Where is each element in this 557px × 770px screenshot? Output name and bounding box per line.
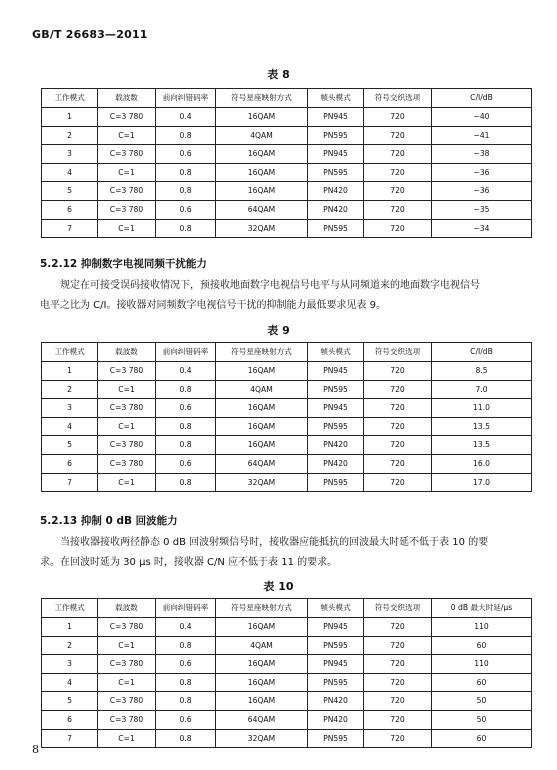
table-cell: 16QAM <box>216 362 308 381</box>
table-row <box>42 729 532 748</box>
table-cell: C=3 780 <box>98 145 156 164</box>
table-row <box>42 618 532 637</box>
table-cell: 7 <box>42 473 98 492</box>
table-row <box>42 673 532 692</box>
table-cell: PN595 <box>308 673 364 692</box>
table-cell: PN595 <box>308 473 364 492</box>
table-cell: 720 <box>364 380 432 399</box>
table-cell: C=3 780 <box>98 182 156 201</box>
table-cell: −34 <box>432 219 532 238</box>
table-cell: 0.6 <box>156 655 216 674</box>
table-cell: 720 <box>364 636 432 655</box>
section-5-2-13-title: 5.2.13 抑制 0 dB 回波能力 <box>40 515 178 527</box>
table-row <box>42 436 532 455</box>
table-cell: PN595 <box>308 417 364 436</box>
column-header: 符号交织选项 <box>364 343 432 362</box>
table-cell: 0.8 <box>156 163 216 182</box>
table-cell: C=3 780 <box>98 655 156 674</box>
table-cell: 16QAM <box>216 436 308 455</box>
table-cell: C=1 <box>98 219 156 238</box>
table-row <box>42 692 532 711</box>
table-cell: 7 <box>42 219 98 238</box>
table-cell: 4QAM <box>216 636 308 655</box>
column-header: 载波数 <box>98 343 156 362</box>
table-cell: 720 <box>364 163 432 182</box>
table-cell: PN595 <box>308 729 364 748</box>
table-cell: PN945 <box>308 145 364 164</box>
table-row <box>42 219 532 238</box>
table-cell: −35 <box>432 200 532 219</box>
table-cell: 720 <box>364 362 432 381</box>
table-cell: 720 <box>364 126 432 145</box>
table-cell: 720 <box>364 655 432 674</box>
table-cell: 0.8 <box>156 182 216 201</box>
table-header-row <box>42 599 532 618</box>
table-10 <box>41 598 532 748</box>
table-cell: 0.8 <box>156 692 216 711</box>
table-10-caption: 表 10 <box>263 580 294 593</box>
table-cell: PN595 <box>308 126 364 145</box>
table-cell: 720 <box>364 454 432 473</box>
table-cell: 11.0 <box>432 399 532 418</box>
table-row <box>42 473 532 492</box>
table-cell: 720 <box>364 399 432 418</box>
table-cell: 5 <box>42 182 98 201</box>
table-cell: −36 <box>432 182 532 201</box>
table-row <box>42 417 532 436</box>
table-cell: C=1 <box>98 380 156 399</box>
table-cell: 1 <box>42 618 98 637</box>
table-row <box>42 163 532 182</box>
column-header: C/I/dB <box>432 89 532 108</box>
table-cell: 4 <box>42 673 98 692</box>
section-5-2-12-text <box>40 276 525 316</box>
column-header: 工作模式 <box>42 89 98 108</box>
table-header-row <box>42 343 532 362</box>
table-cell: 3 <box>42 399 98 418</box>
table-cell: 16QAM <box>216 145 308 164</box>
table-cell: 6 <box>42 454 98 473</box>
table-cell: 720 <box>364 710 432 729</box>
table-cell: C=3 780 <box>98 618 156 637</box>
table-cell: 50 <box>432 692 532 711</box>
column-header: 0 dB 最大时延/μs <box>432 599 532 618</box>
table-cell: 720 <box>364 200 432 219</box>
table-cell: 0.4 <box>156 108 216 127</box>
table-9 <box>41 342 532 492</box>
table-cell: 0.4 <box>156 362 216 381</box>
table-cell: PN595 <box>308 636 364 655</box>
table-cell: 13.5 <box>432 417 532 436</box>
table-cell: 60 <box>432 636 532 655</box>
table-cell: PN420 <box>308 436 364 455</box>
table-cell: C=3 780 <box>98 108 156 127</box>
table-cell: PN595 <box>308 163 364 182</box>
table-cell: C=3 780 <box>98 436 156 455</box>
table-cell: 720 <box>364 219 432 238</box>
table-cell: C=1 <box>98 729 156 748</box>
table-cell: 720 <box>364 108 432 127</box>
table-row <box>42 182 532 201</box>
table-row <box>42 200 532 219</box>
table-cell: 60 <box>432 729 532 748</box>
section-5-2-12-title: 5.2.12 抑制数字电视同频干扰能力 <box>40 258 207 270</box>
table-row <box>42 126 532 145</box>
table-row <box>42 710 532 729</box>
table-row <box>42 655 532 674</box>
table-cell: 2 <box>42 380 98 399</box>
table-cell: 64QAM <box>216 710 308 729</box>
page-number: 8 <box>32 743 39 756</box>
table-cell: 0.8 <box>156 380 216 399</box>
table-cell: PN420 <box>308 200 364 219</box>
table-cell: PN595 <box>308 380 364 399</box>
table-cell: 720 <box>364 473 432 492</box>
table-cell: 6 <box>42 200 98 219</box>
table-cell: C=3 780 <box>98 362 156 381</box>
table-cell: 13.5 <box>432 436 532 455</box>
table-row <box>42 145 532 164</box>
table-row <box>42 454 532 473</box>
table-cell: C=1 <box>98 417 156 436</box>
table-cell: 0.8 <box>156 473 216 492</box>
table-cell: 3 <box>42 655 98 674</box>
table-cell: 16QAM <box>216 655 308 674</box>
table-cell: C=1 <box>98 163 156 182</box>
table-cell: C=1 <box>98 673 156 692</box>
table-cell: PN945 <box>308 399 364 418</box>
table-cell: 7 <box>42 729 98 748</box>
table-cell: C=3 780 <box>98 399 156 418</box>
table-cell: 0.8 <box>156 436 216 455</box>
table-cell: 16QAM <box>216 417 308 436</box>
table-9-caption: 表 9 <box>267 324 290 337</box>
table-cell: 0.6 <box>156 454 216 473</box>
table-cell: 0.8 <box>156 219 216 238</box>
table-cell: 16QAM <box>216 163 308 182</box>
table-cell: 8.5 <box>432 362 532 381</box>
table-cell: 16QAM <box>216 399 308 418</box>
table-cell: 1 <box>42 108 98 127</box>
column-header: 载波数 <box>98 89 156 108</box>
table-cell: 720 <box>364 729 432 748</box>
column-header: 符号星座映射方式 <box>216 599 308 618</box>
table-cell: 7.0 <box>432 380 532 399</box>
table-cell: 64QAM <box>216 200 308 219</box>
column-header: 载波数 <box>98 599 156 618</box>
paragraph-line: 电平之比为 C/I。接收器对同频数字电视信号干扰的抑制能力最低要求见表 9。 <box>40 300 387 311</box>
table-cell: 110 <box>432 618 532 637</box>
table-cell: −41 <box>432 126 532 145</box>
table-cell: −36 <box>432 163 532 182</box>
table-row <box>42 380 532 399</box>
column-header: 帧头模式 <box>308 343 364 362</box>
table-cell: PN420 <box>308 692 364 711</box>
table-cell: 5 <box>42 436 98 455</box>
table-row <box>42 399 532 418</box>
column-header: 工作模式 <box>42 599 98 618</box>
table-cell: 32QAM <box>216 473 308 492</box>
table-cell: C=1 <box>98 126 156 145</box>
table-cell: 16QAM <box>216 618 308 637</box>
table-cell: 4QAM <box>216 380 308 399</box>
table-cell: C=3 780 <box>98 454 156 473</box>
table-cell: PN945 <box>308 362 364 381</box>
document-header: GB/T 26683—2011 <box>32 28 148 41</box>
table-cell: 16QAM <box>216 673 308 692</box>
table-cell: PN945 <box>308 108 364 127</box>
table-cell: 16QAM <box>216 182 308 201</box>
paragraph-line: 规定在可接受误码接收情况下，预接收地面数字电视信号电平与从同频道来的地面数字电视信号 <box>60 280 480 291</box>
table-row <box>42 636 532 655</box>
table-cell: 720 <box>364 692 432 711</box>
table-8 <box>41 88 532 238</box>
table-cell: 110 <box>432 655 532 674</box>
column-header: 符号交织选项 <box>364 89 432 108</box>
table-cell: 0.6 <box>156 200 216 219</box>
table-cell: 0.8 <box>156 636 216 655</box>
section-5-2-13-text <box>40 533 525 573</box>
table-cell: 16QAM <box>216 692 308 711</box>
table-cell: C=3 780 <box>98 710 156 729</box>
table-cell: −38 <box>432 145 532 164</box>
table-cell: C=3 780 <box>98 200 156 219</box>
table-cell: 720 <box>364 417 432 436</box>
table-cell: 16.0 <box>432 454 532 473</box>
table-cell: PN945 <box>308 618 364 637</box>
table-cell: 720 <box>364 436 432 455</box>
table-cell: 720 <box>364 145 432 164</box>
table-cell: 2 <box>42 636 98 655</box>
table-header-row <box>42 89 532 108</box>
column-header: 符号星座映射方式 <box>216 89 308 108</box>
column-header: 符号星座映射方式 <box>216 343 308 362</box>
column-header: 前向纠错码率 <box>156 89 216 108</box>
table-cell: 720 <box>364 618 432 637</box>
paragraph-line: 求。在回波时延为 30 μs 时，接收器 C/N 应不低于表 11 的要求。 <box>40 557 338 568</box>
table-cell: 0.6 <box>156 399 216 418</box>
table-cell: 0.8 <box>156 729 216 748</box>
column-header: 前向纠错码率 <box>156 343 216 362</box>
table-cell: 0.6 <box>156 145 216 164</box>
table-cell: C=3 780 <box>98 692 156 711</box>
column-header: 帧头模式 <box>308 89 364 108</box>
table-cell: 720 <box>364 182 432 201</box>
table-cell: 4QAM <box>216 126 308 145</box>
table-cell: 50 <box>432 710 532 729</box>
table-cell: PN420 <box>308 454 364 473</box>
table-cell: 60 <box>432 673 532 692</box>
table-cell: −40 <box>432 108 532 127</box>
table-row <box>42 108 532 127</box>
table-cell: 32QAM <box>216 729 308 748</box>
table-cell: 5 <box>42 692 98 711</box>
paragraph-line: 当接收器接收两径静态 0 dB 回波射频信号时，接收器应能抵抗的回波最大时延不低于表 10 的要 <box>60 537 489 548</box>
table-cell: 0.8 <box>156 417 216 436</box>
table-cell: 17.0 <box>432 473 532 492</box>
table-cell: 720 <box>364 673 432 692</box>
table-8-caption: 表 8 <box>267 68 290 81</box>
table-cell: PN420 <box>308 710 364 729</box>
table-cell: 16QAM <box>216 108 308 127</box>
table-cell: 1 <box>42 362 98 381</box>
column-header: 符号交织选项 <box>364 599 432 618</box>
table-cell: 32QAM <box>216 219 308 238</box>
table-cell: PN945 <box>308 655 364 674</box>
column-header: C/I/dB <box>432 343 532 362</box>
table-cell: 0.6 <box>156 710 216 729</box>
table-cell: PN420 <box>308 182 364 201</box>
table-cell: PN595 <box>308 219 364 238</box>
table-cell: 4 <box>42 163 98 182</box>
column-header: 工作模式 <box>42 343 98 362</box>
table-cell: C=1 <box>98 473 156 492</box>
table-cell: C=1 <box>98 636 156 655</box>
table-cell: 6 <box>42 710 98 729</box>
table-cell: 2 <box>42 126 98 145</box>
table-cell: 0.8 <box>156 126 216 145</box>
table-cell: 0.8 <box>156 673 216 692</box>
table-cell: 64QAM <box>216 454 308 473</box>
table-cell: 3 <box>42 145 98 164</box>
table-row <box>42 362 532 381</box>
column-header: 帧头模式 <box>308 599 364 618</box>
table-cell: 4 <box>42 417 98 436</box>
table-cell: 0.4 <box>156 618 216 637</box>
column-header: 前向纠错码率 <box>156 599 216 618</box>
